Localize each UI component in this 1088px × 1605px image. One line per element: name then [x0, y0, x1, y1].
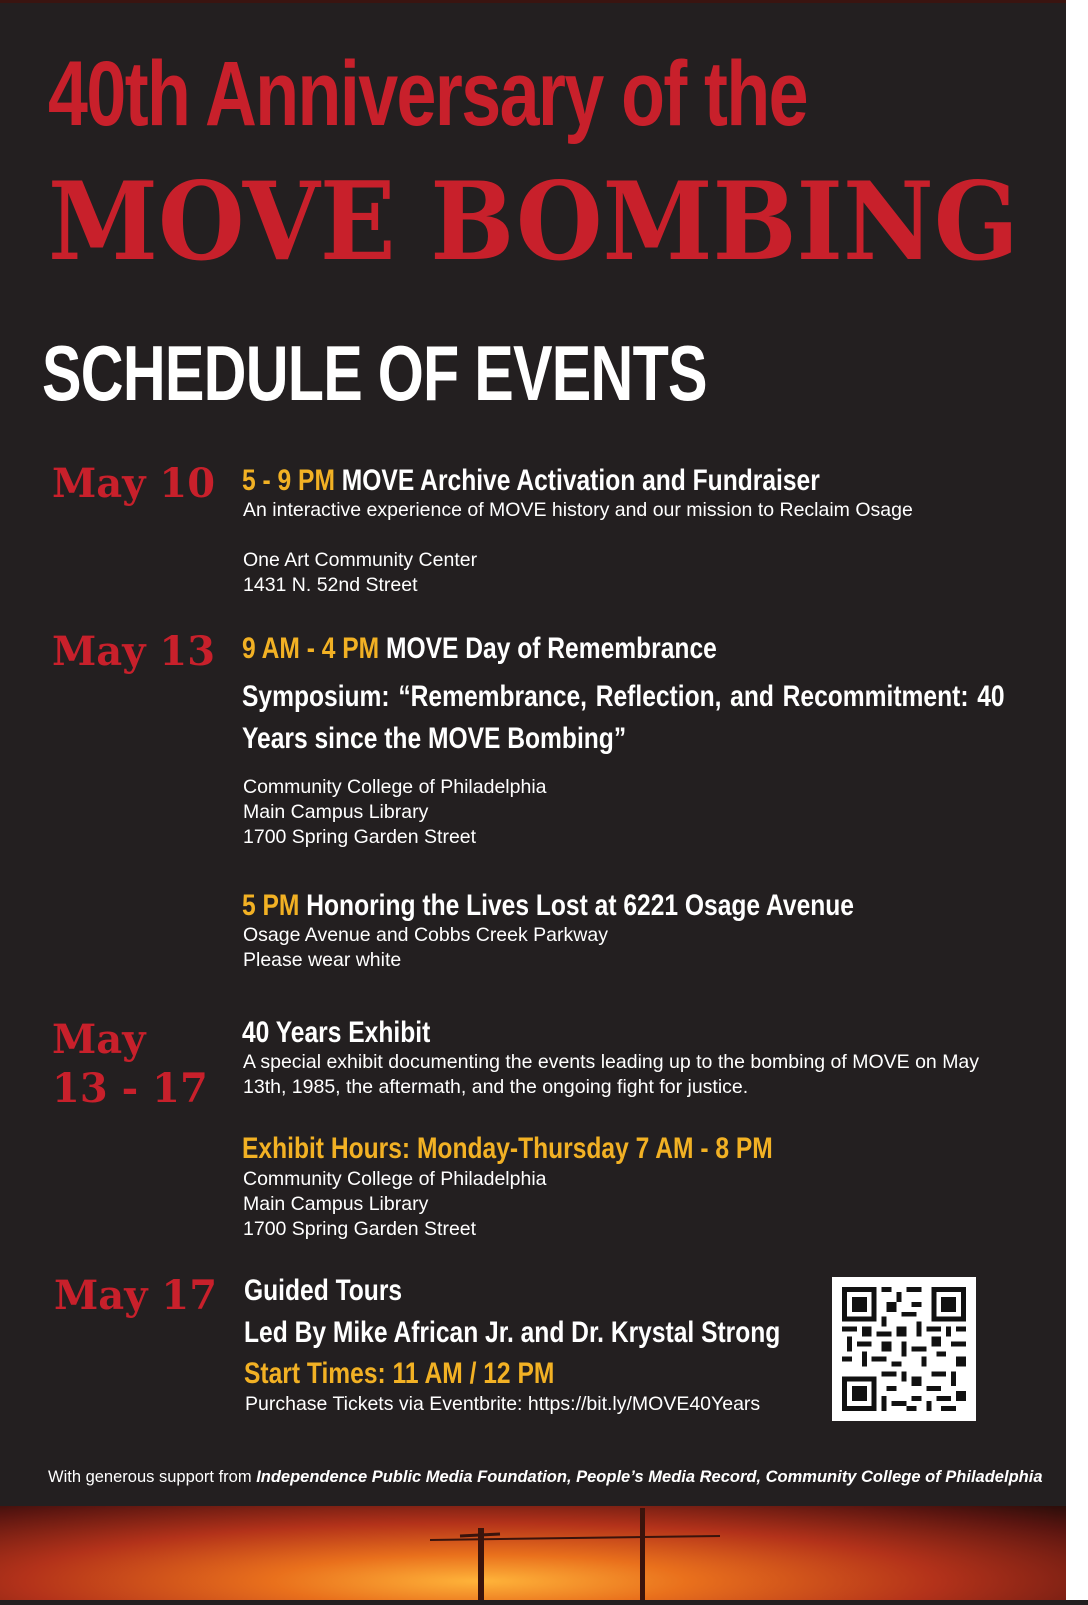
event-date-may-13: May 13 — [52, 628, 216, 675]
event-location: Osage Avenue and Cobbs Creek Parkway — [243, 924, 608, 946]
event-description: An interactive experience of MOVE history and our mission to Reclaim Osage — [243, 499, 913, 521]
venue-building: Main Campus Library — [243, 801, 429, 823]
event-date-may-13-17 — [52, 1016, 208, 1114]
venue-address: 1431 N. 52nd Street — [243, 574, 418, 596]
exhibit-hours: Exhibit Hours: Monday-Thursday 7 AM - 8 PM — [242, 1132, 773, 1165]
venue-name: One Art Community Center — [243, 549, 478, 571]
start-times: Start Times: 11 AM / 12 PM — [244, 1357, 555, 1390]
event-title: MOVE Day of Remembrance — [385, 632, 717, 665]
event-heading — [242, 891, 854, 921]
event-note: Please wear white — [243, 949, 402, 971]
fire-photo-strip — [0, 1506, 1066, 1600]
event-heading — [242, 466, 820, 496]
tour-leaders: Led By Mike African Jr. and Dr. Krystal Strong — [244, 1316, 781, 1349]
event-time: 5 PM — [242, 889, 300, 922]
headline-move-bombing: MOVE BOMBING — [48, 159, 1019, 285]
event-title: MOVE Archive Activation and Fundraiser — [341, 464, 820, 497]
venue-name: Community College of Philadelphia — [243, 776, 547, 798]
venue-name: Community College of Philadelphia — [243, 1168, 547, 1190]
date-line-month: May — [52, 1016, 146, 1063]
venue-address: 1700 Spring Garden Street — [243, 1218, 477, 1240]
date-line-range: 13 - 17 — [52, 1064, 208, 1112]
schedule-title: SCHEDULE OF EVENTS — [42, 329, 707, 417]
event-heading — [242, 634, 717, 664]
ticket-link[interactable]: Purchase Tickets via Eventbrite: https://bit.ly/MOVE40Years — [245, 1393, 761, 1415]
event-time: 9 AM - 4 PM — [242, 632, 380, 665]
event-title: 40 Years Exhibit — [242, 1016, 431, 1049]
sponsor-prefix: With generous support from — [48, 1468, 257, 1486]
sponsor-credits — [48, 1468, 1043, 1487]
venue-address: 1700 Spring Garden Street — [243, 826, 477, 848]
event-time: 5 - 9 PM — [242, 464, 335, 497]
event-title: Honoring the Lives Lost at 6221 Osage Avenue — [306, 889, 855, 922]
top-edge-stripe — [0, 0, 1088, 3]
venue-building: Main Campus Library — [243, 1193, 429, 1215]
qr-code-icon — [832, 1277, 976, 1421]
event-title: Guided Tours — [244, 1274, 403, 1307]
sponsor-names: Independence Public Media Foundation, People’s Media Record, Community College of Philadelphia — [256, 1468, 1043, 1486]
event-date-may-10: May 10 — [52, 460, 216, 507]
utility-pole-silhouette — [0, 1506, 1066, 1600]
headline-anniversary: 40th Anniversary of the — [48, 43, 808, 145]
event-date-may-17: May 17 — [54, 1272, 218, 1319]
right-margin — [1066, 0, 1088, 1600]
qr-code[interactable] — [832, 1277, 976, 1421]
event-description: 13th, 1985, the aftermath, and the ongoing fight for justice. — [243, 1076, 749, 1098]
event-description: A special exhibit documenting the events leading up to the bombing of MOVE on May — [243, 1051, 980, 1073]
symposium-title: Symposium: “Remembrance, Reflection, and Recommitment: 40 Years since the MOVE Bombing” — [242, 680, 1005, 755]
